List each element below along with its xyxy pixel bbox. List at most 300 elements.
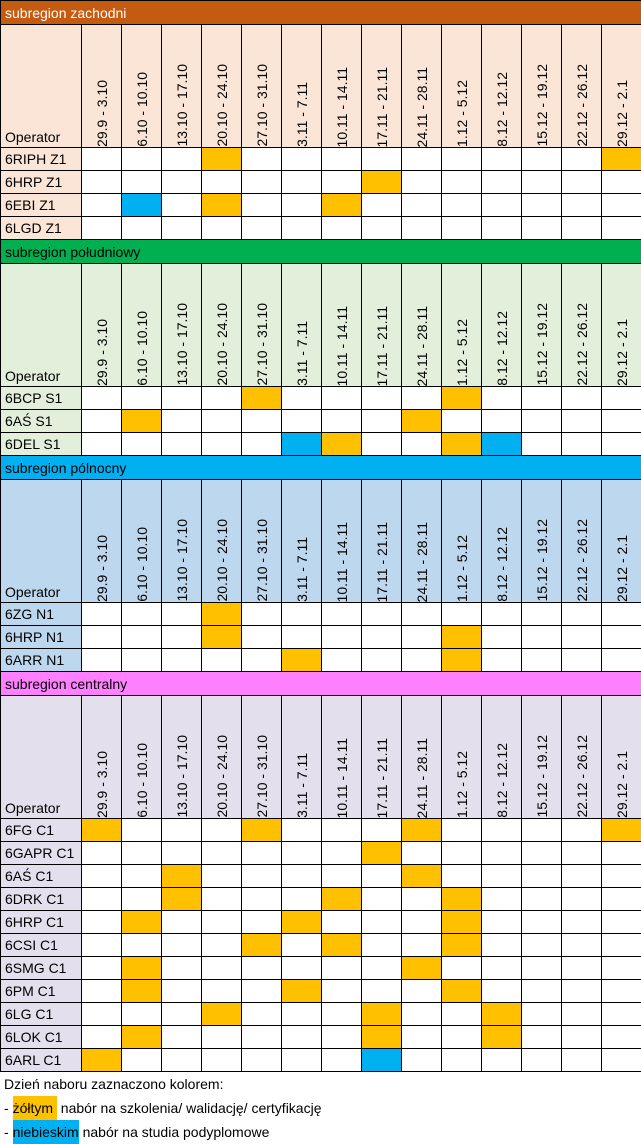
cell-empty — [322, 410, 362, 433]
operator-name: 6SMG C1 — [1, 957, 82, 980]
cell-empty — [402, 911, 442, 934]
legend — [0, 1072, 641, 1144]
week-label: 22.12 - 26.12 — [575, 727, 589, 818]
section-title: subregion centralny — [1, 672, 641, 696]
week-label: 1.12 - 5.12 — [455, 311, 469, 386]
week-header — [482, 264, 522, 387]
operator-name: 6RIPH Z1 — [1, 148, 82, 171]
cell-empty — [362, 957, 402, 980]
week-label: 6.10 - 10.10 — [135, 303, 149, 386]
cell-yellow — [282, 911, 322, 934]
cell-empty — [122, 842, 162, 865]
cell-empty — [402, 1026, 442, 1049]
cell-empty — [202, 888, 242, 911]
cell-empty — [202, 934, 242, 957]
cell-yellow — [442, 911, 482, 934]
cell-empty — [522, 410, 562, 433]
cell-empty — [602, 171, 641, 194]
cell-empty — [442, 1026, 482, 1049]
cell-empty — [562, 603, 602, 626]
week-header — [602, 264, 641, 387]
cell-empty — [442, 194, 482, 217]
cell-empty — [82, 171, 122, 194]
cell-empty — [282, 217, 322, 240]
cell-empty — [482, 819, 522, 842]
cell-empty — [282, 148, 322, 171]
week-label: 13.10 - 17.10 — [175, 295, 189, 386]
section-title-row — [1, 1, 641, 25]
week-label: 6.10 - 10.10 — [135, 735, 149, 818]
cell-empty — [162, 1003, 202, 1026]
operator-row — [1, 1003, 641, 1026]
week-header — [242, 25, 282, 148]
cell-empty — [322, 649, 362, 672]
cell-empty — [522, 387, 562, 410]
cell-empty — [162, 1049, 202, 1072]
week-label: 24.11 - 28.11 — [415, 514, 429, 602]
week-header — [602, 25, 641, 148]
cell-empty — [402, 433, 442, 456]
cell-empty — [122, 603, 162, 626]
cell-empty — [202, 819, 242, 842]
cell-empty — [202, 957, 242, 980]
cell-empty — [82, 980, 122, 1003]
week-label: 29.12 - 2.1 — [615, 311, 629, 386]
legend-intro: Dzień naboru zaznaczono kolorem: — [4, 1072, 641, 1096]
cell-empty — [362, 980, 402, 1003]
week-header — [122, 25, 162, 148]
legend-blue — [4, 1120, 641, 1144]
legend-yellow — [4, 1096, 641, 1120]
cell-empty — [482, 603, 522, 626]
week-label: 29.9 - 3.10 — [95, 72, 109, 147]
cell-empty — [402, 217, 442, 240]
operator-name: 6LGD Z1 — [1, 217, 82, 240]
cell-empty — [402, 934, 442, 957]
cell-empty — [322, 1049, 362, 1072]
cell-empty — [282, 387, 322, 410]
week-header — [362, 480, 402, 603]
operator-header: Operator — [1, 264, 82, 387]
operator-row — [1, 626, 641, 649]
week-label: 10.11 - 14.11 — [335, 730, 349, 818]
week-label: 27.10 - 31.10 — [255, 56, 269, 147]
cell-empty — [562, 1049, 602, 1072]
cell-empty — [562, 819, 602, 842]
week-header — [362, 264, 402, 387]
cell-empty — [602, 603, 641, 626]
cell-empty — [82, 433, 122, 456]
cell-empty — [562, 626, 602, 649]
cell-empty — [242, 433, 282, 456]
cell-empty — [282, 1049, 322, 1072]
cell-empty — [522, 980, 562, 1003]
section-title: subregion pólnocny — [1, 456, 641, 480]
cell-yellow — [442, 888, 482, 911]
cell-empty — [482, 1049, 522, 1072]
cell-empty — [562, 957, 602, 980]
cell-yellow — [282, 980, 322, 1003]
cell-empty — [322, 865, 362, 888]
week-label: 20.10 - 24.10 — [215, 727, 229, 818]
cell-empty — [402, 888, 442, 911]
cell-empty — [282, 171, 322, 194]
cell-empty — [562, 980, 602, 1003]
cell-empty — [482, 217, 522, 240]
cell-empty — [122, 1049, 162, 1072]
cell-empty — [162, 911, 202, 934]
operator-name: 6ARL C1 — [1, 1049, 82, 1072]
cell-empty — [602, 626, 641, 649]
cell-empty — [322, 1003, 362, 1026]
legend-yellow-prefix: - — [4, 1100, 13, 1116]
week-header — [322, 480, 362, 603]
week-header — [562, 696, 602, 819]
week-header — [562, 480, 602, 603]
cell-yellow — [242, 934, 282, 957]
week-label: 1.12 - 5.12 — [455, 527, 469, 602]
cell-yellow — [402, 410, 442, 433]
cell-empty — [362, 626, 402, 649]
operator-row — [1, 980, 641, 1003]
operator-row — [1, 819, 641, 842]
cell-empty — [442, 148, 482, 171]
week-header — [82, 480, 122, 603]
cell-empty — [362, 603, 402, 626]
week-header — [282, 264, 322, 387]
cell-empty — [522, 888, 562, 911]
week-header — [442, 25, 482, 148]
week-header — [522, 25, 562, 148]
week-label: 8.12 - 12.12 — [495, 303, 509, 386]
week-header — [202, 25, 242, 148]
cell-empty — [322, 148, 362, 171]
operator-row — [1, 433, 641, 456]
week-header — [242, 480, 282, 603]
cell-empty — [482, 387, 522, 410]
cell-empty — [282, 934, 322, 957]
operator-row — [1, 603, 641, 626]
week-label: 6.10 - 10.10 — [135, 64, 149, 147]
operator-row — [1, 410, 641, 433]
cell-empty — [82, 410, 122, 433]
cell-yellow — [202, 194, 242, 217]
cell-empty — [362, 433, 402, 456]
cell-empty — [442, 410, 482, 433]
cell-empty — [242, 194, 282, 217]
header-row — [1, 480, 641, 603]
week-header — [322, 696, 362, 819]
cell-empty — [602, 934, 641, 957]
cell-empty — [562, 148, 602, 171]
cell-empty — [322, 1026, 362, 1049]
week-header — [442, 480, 482, 603]
cell-yellow — [122, 911, 162, 934]
cell-empty — [362, 410, 402, 433]
cell-empty — [122, 387, 162, 410]
week-header — [122, 480, 162, 603]
week-header — [362, 696, 402, 819]
cell-empty — [242, 1049, 282, 1072]
week-header — [82, 696, 122, 819]
week-label: 10.11 - 14.11 — [335, 59, 349, 147]
week-label: 15.12 - 19.12 — [535, 56, 549, 147]
operator-row — [1, 888, 641, 911]
operator-header: Operator — [1, 696, 82, 819]
operator-name: 6DEL S1 — [1, 433, 82, 456]
cell-yellow — [122, 1026, 162, 1049]
operator-name: 6LG C1 — [1, 1003, 82, 1026]
week-label: 13.10 - 17.10 — [175, 511, 189, 602]
week-label: 27.10 - 31.10 — [255, 295, 269, 386]
cell-yellow — [442, 387, 482, 410]
cell-empty — [442, 957, 482, 980]
cell-empty — [562, 888, 602, 911]
cell-empty — [602, 865, 641, 888]
operator-name: 6HRP N1 — [1, 626, 82, 649]
section-title: subregion południowy — [1, 240, 641, 264]
week-label: 24.11 - 28.11 — [415, 59, 429, 147]
cell-empty — [442, 217, 482, 240]
cell-empty — [82, 626, 122, 649]
cell-empty — [122, 888, 162, 911]
cell-empty — [82, 842, 122, 865]
cell-empty — [162, 603, 202, 626]
cell-empty — [482, 911, 522, 934]
week-header — [562, 264, 602, 387]
cell-empty — [242, 649, 282, 672]
cell-empty — [242, 1026, 282, 1049]
cell-empty — [442, 1003, 482, 1026]
cell-empty — [362, 194, 402, 217]
cell-empty — [522, 171, 562, 194]
cell-empty — [602, 911, 641, 934]
cell-empty — [562, 911, 602, 934]
cell-empty — [522, 217, 562, 240]
cell-empty — [602, 842, 641, 865]
cell-empty — [322, 819, 362, 842]
cell-yellow — [322, 888, 362, 911]
cell-empty — [282, 1026, 322, 1049]
operator-row — [1, 387, 641, 410]
cell-empty — [442, 819, 482, 842]
cell-yellow — [482, 1026, 522, 1049]
header-row — [1, 25, 641, 148]
cell-empty — [562, 410, 602, 433]
cell-empty — [482, 410, 522, 433]
operator-header: Operator — [1, 25, 82, 148]
cell-empty — [482, 194, 522, 217]
cell-empty — [242, 842, 282, 865]
cell-empty — [122, 819, 162, 842]
week-label: 15.12 - 19.12 — [535, 295, 549, 386]
cell-yellow — [442, 433, 482, 456]
operator-name: 6DRK C1 — [1, 888, 82, 911]
header-row — [1, 696, 641, 819]
week-header — [402, 264, 442, 387]
week-label: 8.12 - 12.12 — [495, 519, 509, 602]
cell-empty — [162, 433, 202, 456]
cell-empty — [602, 980, 641, 1003]
week-header — [442, 264, 482, 387]
cell-empty — [522, 934, 562, 957]
cell-yellow — [202, 1003, 242, 1026]
cell-empty — [162, 217, 202, 240]
week-header — [522, 264, 562, 387]
cell-empty — [242, 217, 282, 240]
week-header — [202, 264, 242, 387]
cell-empty — [322, 603, 362, 626]
cell-empty — [202, 387, 242, 410]
week-label: 29.12 - 2.1 — [615, 72, 629, 147]
cell-empty — [482, 957, 522, 980]
cell-empty — [82, 649, 122, 672]
cell-empty — [602, 957, 641, 980]
operator-name: 6ZG N1 — [1, 603, 82, 626]
operator-header: Operator — [1, 480, 82, 603]
week-header — [162, 696, 202, 819]
week-label: 27.10 - 31.10 — [255, 511, 269, 602]
cell-empty — [602, 1026, 641, 1049]
week-header — [282, 25, 322, 148]
week-header — [522, 480, 562, 603]
cell-empty — [82, 865, 122, 888]
operator-name: 6PM C1 — [1, 980, 82, 1003]
cell-empty — [482, 934, 522, 957]
operator-name: 6BCP S1 — [1, 387, 82, 410]
cell-empty — [602, 194, 641, 217]
cell-empty — [482, 626, 522, 649]
cell-empty — [562, 387, 602, 410]
cell-empty — [282, 819, 322, 842]
operator-name: 6LOK C1 — [1, 1026, 82, 1049]
cell-empty — [162, 934, 202, 957]
cell-empty — [282, 957, 322, 980]
cell-empty — [322, 387, 362, 410]
cell-empty — [82, 957, 122, 980]
cell-yellow — [322, 934, 362, 957]
cell-empty — [202, 980, 242, 1003]
cell-empty — [162, 410, 202, 433]
cell-empty — [82, 148, 122, 171]
cell-empty — [522, 626, 562, 649]
cell-empty — [522, 1049, 562, 1072]
cell-empty — [562, 649, 602, 672]
cell-empty — [402, 1003, 442, 1026]
cell-empty — [122, 217, 162, 240]
cell-empty — [562, 217, 602, 240]
week-header — [562, 25, 602, 148]
cell-empty — [122, 433, 162, 456]
cell-empty — [162, 171, 202, 194]
cell-yellow — [602, 148, 641, 171]
cell-yellow — [122, 410, 162, 433]
week-label: 3.11 - 7.11 — [295, 529, 309, 602]
week-header — [482, 480, 522, 603]
cell-empty — [162, 649, 202, 672]
week-header — [122, 264, 162, 387]
cell-empty — [362, 934, 402, 957]
cell-empty — [522, 911, 562, 934]
week-label: 22.12 - 26.12 — [575, 295, 589, 386]
cell-empty — [522, 842, 562, 865]
week-label: 29.12 - 2.1 — [615, 527, 629, 602]
week-label: 8.12 - 12.12 — [495, 64, 509, 147]
cell-empty — [82, 194, 122, 217]
week-header — [282, 480, 322, 603]
cell-empty — [242, 957, 282, 980]
cell-empty — [482, 865, 522, 888]
week-label: 17.11 - 21.11 — [375, 514, 389, 602]
cell-empty — [402, 626, 442, 649]
cell-empty — [202, 865, 242, 888]
week-label: 27.10 - 31.10 — [255, 727, 269, 818]
cell-empty — [82, 1026, 122, 1049]
cell-empty — [362, 217, 402, 240]
section-title-row — [1, 456, 641, 480]
week-label: 3.11 - 7.11 — [295, 745, 309, 818]
week-label: 10.11 - 14.11 — [335, 514, 349, 602]
operator-row — [1, 865, 641, 888]
cell-yellow — [442, 626, 482, 649]
cell-empty — [242, 171, 282, 194]
cell-empty — [602, 217, 641, 240]
week-label: 22.12 - 26.12 — [575, 511, 589, 602]
cell-empty — [522, 1026, 562, 1049]
cell-empty — [242, 410, 282, 433]
cell-empty — [562, 934, 602, 957]
operator-row — [1, 649, 641, 672]
week-header — [602, 696, 641, 819]
cell-empty — [122, 865, 162, 888]
cell-empty — [402, 603, 442, 626]
cell-yellow — [442, 649, 482, 672]
week-label: 24.11 - 28.11 — [415, 730, 429, 818]
cell-empty — [602, 1003, 641, 1026]
week-label: 24.11 - 28.11 — [415, 298, 429, 386]
operator-name: 6AŚ S1 — [1, 410, 82, 433]
week-label: 6.10 - 10.10 — [135, 519, 149, 602]
operator-row — [1, 1049, 641, 1072]
week-header — [122, 696, 162, 819]
week-label: 17.11 - 21.11 — [375, 730, 389, 818]
week-label: 8.12 - 12.12 — [495, 735, 509, 818]
cell-empty — [402, 387, 442, 410]
cell-empty — [122, 626, 162, 649]
cell-empty — [122, 649, 162, 672]
week-header — [162, 25, 202, 148]
cell-empty — [482, 888, 522, 911]
week-header — [402, 480, 442, 603]
cell-empty — [162, 194, 202, 217]
operator-row — [1, 148, 641, 171]
operator-name: 6FG C1 — [1, 819, 82, 842]
cell-yellow — [442, 934, 482, 957]
week-header — [82, 25, 122, 148]
legend-yellow-swatch: żółtym — [13, 1096, 57, 1120]
cell-empty — [162, 1026, 202, 1049]
cell-empty — [522, 433, 562, 456]
week-label: 15.12 - 19.12 — [535, 511, 549, 602]
cell-empty — [202, 217, 242, 240]
cell-empty — [602, 649, 641, 672]
cell-empty — [562, 842, 602, 865]
week-header — [522, 696, 562, 819]
cell-empty — [362, 888, 402, 911]
cell-yellow — [202, 603, 242, 626]
cell-empty — [562, 171, 602, 194]
week-header — [322, 25, 362, 148]
